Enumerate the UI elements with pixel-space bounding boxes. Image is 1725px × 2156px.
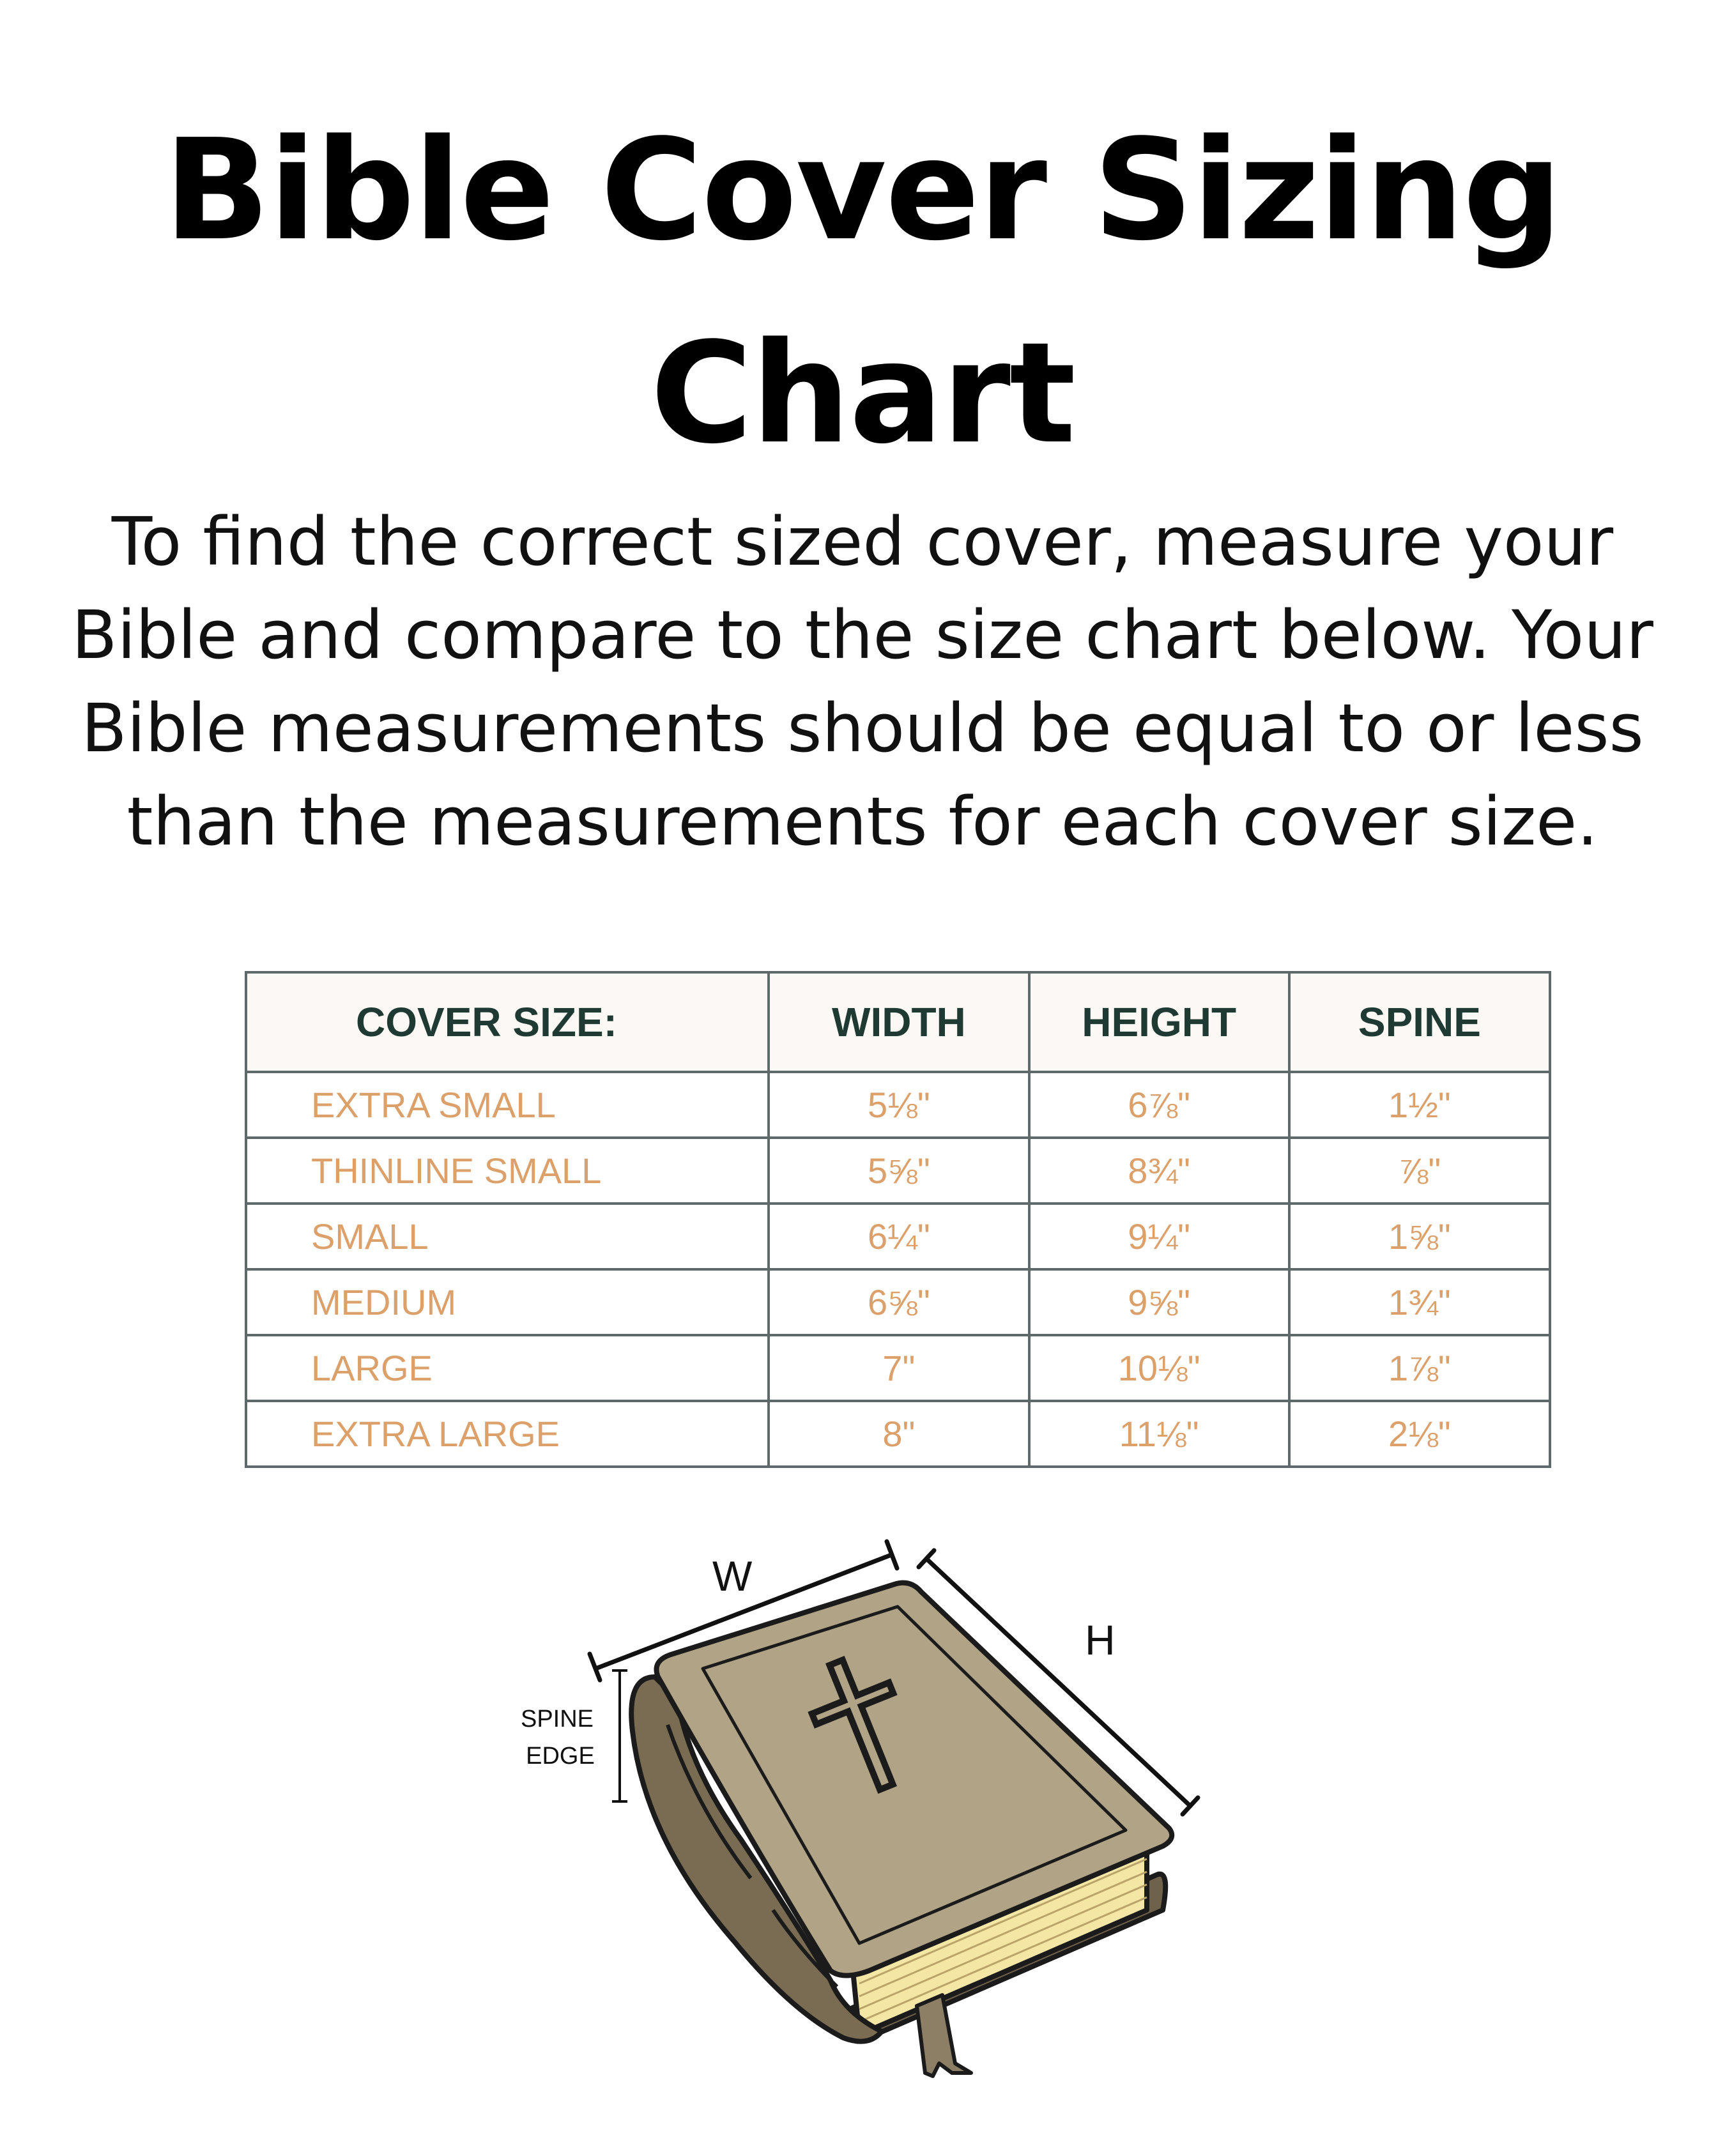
- bible-book-icon: [498, 1520, 1214, 2095]
- table-row: [246, 1401, 1550, 1467]
- width-label: W: [712, 1552, 753, 1600]
- spine-label-line-1: SPINE: [520, 1706, 594, 1732]
- height-label: H: [1085, 1616, 1116, 1663]
- cell-cover-size: SMALL: [246, 1204, 769, 1269]
- spine-dimension-line: [612, 1671, 627, 1801]
- table-header-row: [246, 972, 1550, 1072]
- cell-height: 9¼": [1029, 1204, 1289, 1269]
- table-row: [246, 1269, 1550, 1335]
- cell-cover-size: MEDIUM: [246, 1269, 769, 1335]
- table-row: [246, 1138, 1550, 1204]
- intro-paragraph: To find the correct sized cover, measure your Bible and compare to the size chart below. Your Bible measurements should be equal to or less than the measurements for each cover size.: [72, 503, 1653, 860]
- size-chart-table: [245, 971, 1551, 1468]
- cell-height: 8¾": [1029, 1138, 1289, 1204]
- table-row: [246, 1204, 1550, 1269]
- ribbon-bookmark: [917, 1995, 971, 2076]
- cell-height: 6⅞": [1029, 1072, 1289, 1138]
- header-cover-size: COVER SIZE:: [246, 972, 769, 1072]
- cell-cover-size: EXTRA LARGE: [246, 1401, 769, 1467]
- table-row: [246, 1072, 1550, 1138]
- spine-label-line-2: EDGE: [526, 1743, 595, 1770]
- table-row: [246, 1335, 1550, 1401]
- cell-spine: 1⅞": [1289, 1335, 1550, 1401]
- cell-width: 6¼": [769, 1204, 1029, 1269]
- cell-cover-size: THINLINE SMALL: [246, 1138, 769, 1204]
- title-line-2: Chart: [650, 313, 1075, 475]
- header-width: WIDTH: [769, 972, 1029, 1072]
- cell-cover-size: LARGE: [246, 1335, 769, 1401]
- cell-cover-size: EXTRA SMALL: [246, 1072, 769, 1138]
- header-height: HEIGHT: [1029, 972, 1289, 1072]
- cell-width: 6⅝": [769, 1269, 1029, 1335]
- cell-width: 5⅝": [769, 1138, 1029, 1204]
- cell-spine: ⅞": [1289, 1138, 1550, 1204]
- cell-width: 8": [769, 1401, 1029, 1467]
- cell-spine: 1⅝": [1289, 1204, 1550, 1269]
- title-line-1: Bible Cover Sizing: [164, 110, 1561, 271]
- cell-height: 10⅛": [1029, 1335, 1289, 1401]
- cell-spine: 1¾": [1289, 1269, 1550, 1335]
- header-spine: SPINE: [1289, 972, 1550, 1072]
- cell-width: 7": [769, 1335, 1029, 1401]
- cell-height: 9⅝": [1029, 1269, 1289, 1335]
- cell-spine: 2⅛": [1289, 1401, 1550, 1467]
- cell-width: 5⅛": [769, 1072, 1029, 1138]
- cell-height: 11⅛": [1029, 1401, 1289, 1467]
- cell-spine: 1½": [1289, 1072, 1550, 1138]
- page-title: [0, 89, 1725, 496]
